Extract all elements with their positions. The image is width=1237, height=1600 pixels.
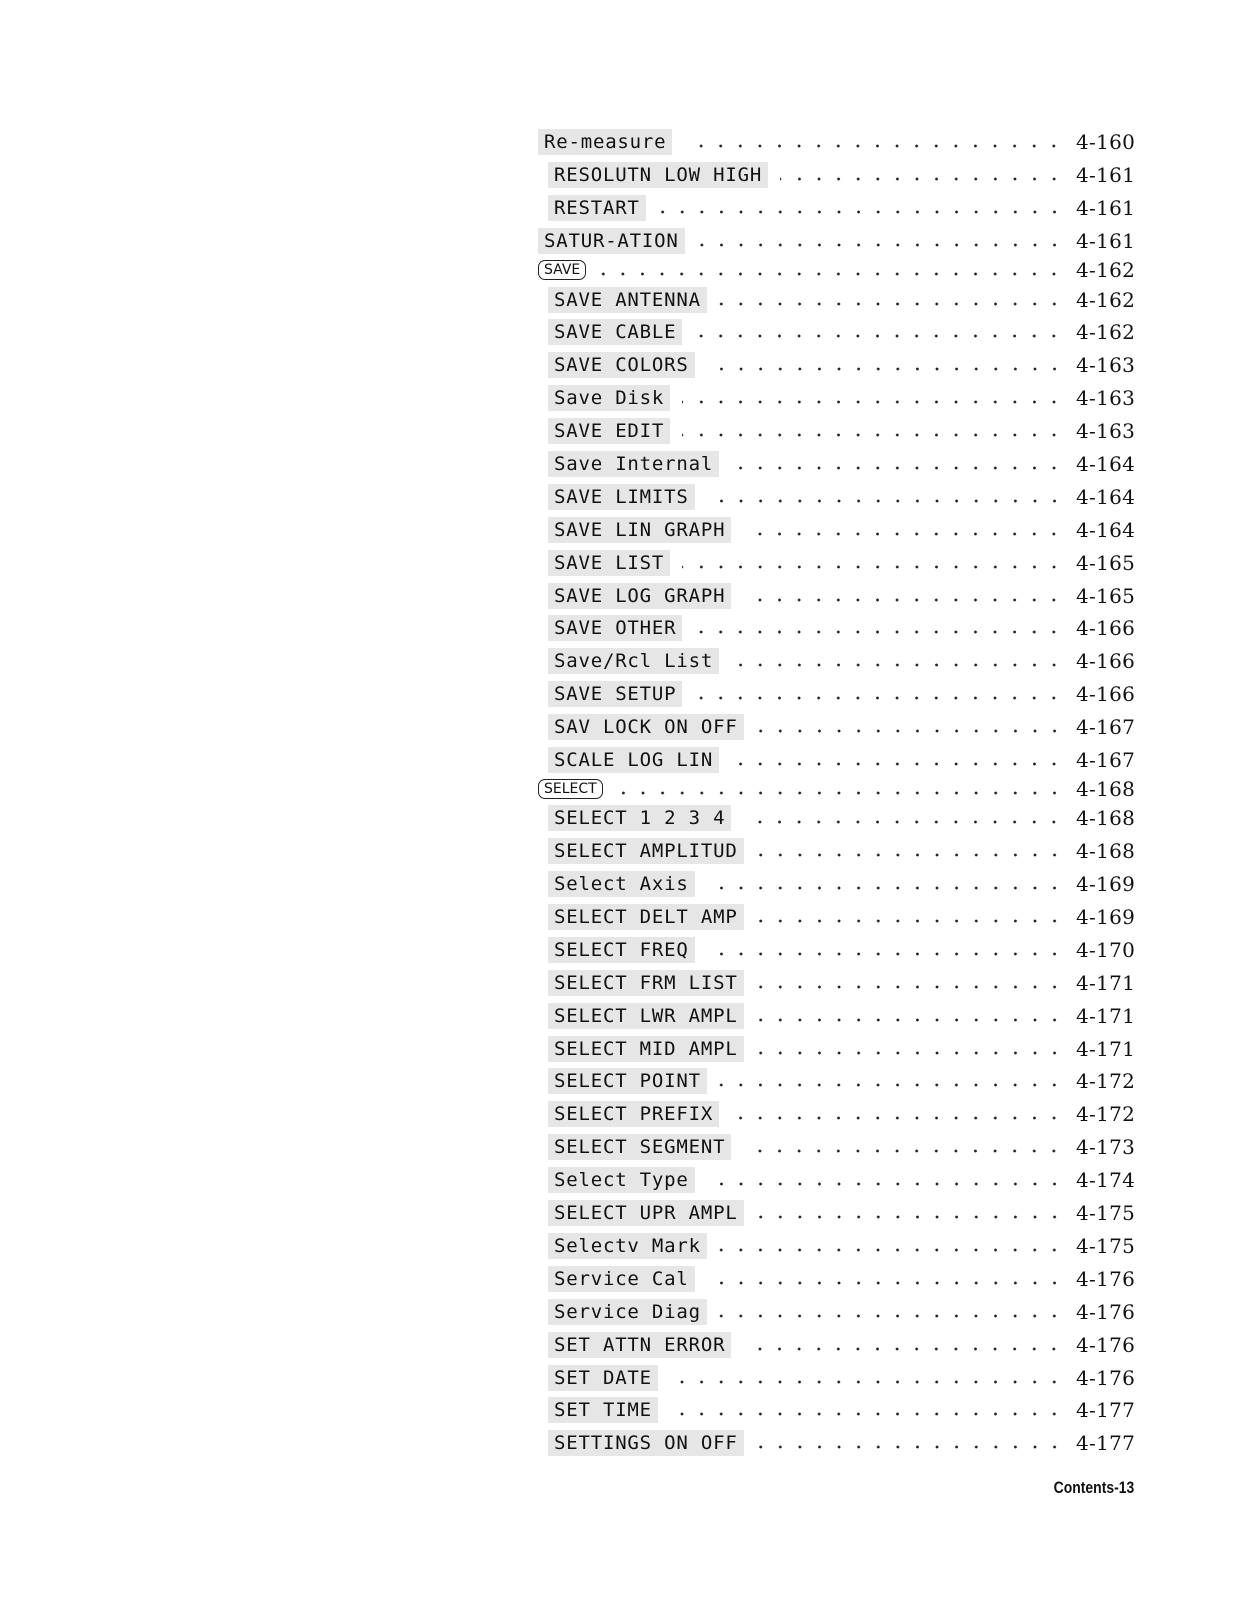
softkey-label: SATUR-ATION (538, 228, 685, 254)
toc-entry[interactable] (538, 349, 1136, 382)
toc-entry[interactable] (538, 192, 1136, 225)
toc-entry[interactable] (538, 546, 1136, 579)
page-number: 4-169 (1076, 872, 1136, 897)
softkey-label: SET ATTN ERROR (548, 1332, 731, 1358)
softkey-label: SELECT LWR AMPL (548, 1003, 744, 1029)
dot-leader (697, 235, 1064, 255)
page-footer: Contents-13 (1053, 1478, 1134, 1497)
toc-list (538, 126, 1136, 1460)
dot-leader (707, 491, 1064, 511)
dot-leader (756, 1010, 1064, 1030)
softkey-label: Save/Rcl List (548, 648, 719, 674)
softkey-label: SAVE EDIT (548, 418, 670, 444)
softkey-label: RESOLUTN LOW HIGH (548, 162, 768, 188)
dot-leader (756, 1207, 1064, 1227)
page-number: 4-167 (1076, 747, 1136, 772)
softkey-label: Save Disk (548, 385, 670, 411)
dot-leader (719, 1075, 1064, 1095)
toc-entry[interactable] (538, 1394, 1136, 1427)
toc-entry[interactable] (538, 835, 1136, 868)
page-number: 4-168 (1076, 839, 1136, 864)
dot-leader (670, 1404, 1064, 1424)
toc-entry[interactable] (538, 1164, 1136, 1197)
page-number: 4-176 (1076, 1299, 1136, 1324)
page-number: 4-161 (1076, 229, 1136, 254)
toc-entry[interactable] (538, 645, 1136, 678)
softkey-label: SAVE SETUP (548, 681, 682, 707)
softkey-label: Re-measure (538, 129, 672, 155)
dot-leader (707, 1273, 1064, 1293)
softkey-label: RESTART (548, 195, 646, 221)
softkey-label: SAV LOCK ON OFF (548, 714, 744, 740)
dot-leader (719, 1240, 1064, 1260)
softkey-label: SAVE LIMITS (548, 484, 695, 510)
page-number: 4-168 (1076, 777, 1136, 802)
dot-leader (694, 326, 1064, 346)
softkey-label: SELECT FRM LIST (548, 970, 744, 996)
page-number: 4-172 (1076, 1069, 1136, 1094)
page-number: 4-166 (1076, 682, 1136, 707)
toc-entry[interactable] (538, 1032, 1136, 1065)
toc-entry[interactable] (538, 802, 1136, 835)
hardkey-label: SELECT (538, 779, 603, 799)
softkey-label: Service Cal (548, 1266, 695, 1292)
softkey-label: SETTINGS ON OFF (548, 1430, 744, 1456)
dot-leader (756, 977, 1064, 997)
dot-leader (682, 557, 1064, 577)
toc-entry[interactable] (538, 999, 1136, 1032)
toc-entry[interactable] (538, 1262, 1136, 1295)
softkey-label: SELECT DELT AMP (548, 904, 744, 930)
toc-entry[interactable] (538, 1098, 1136, 1131)
softkey-label: Service Diag (548, 1299, 707, 1325)
toc-entry[interactable] (538, 868, 1136, 901)
page-number: 4-162 (1076, 258, 1136, 283)
page-number: 4-163 (1076, 419, 1136, 444)
toc-entry[interactable] (538, 513, 1136, 546)
page-number: 4-164 (1076, 451, 1136, 476)
toc-entry[interactable] (538, 1065, 1136, 1098)
page-number: 4-177 (1076, 1398, 1136, 1423)
page-number: 4-167 (1076, 715, 1136, 740)
dot-leader (707, 359, 1064, 379)
softkey-label: SAVE COLORS (548, 352, 695, 378)
page-number: 4-160 (1076, 130, 1136, 155)
page-number: 4-161 (1076, 196, 1136, 221)
dot-leader (707, 1174, 1064, 1194)
hardkey-label: SAVE (538, 260, 586, 280)
softkey-label: SELECT UPR AMPL (548, 1200, 744, 1226)
toc-entry[interactable] (538, 225, 1136, 258)
toc-entry[interactable] (538, 1197, 1136, 1230)
page-number: 4-170 (1076, 937, 1136, 962)
softkey-label: SELECT PREFIX (548, 1101, 719, 1127)
toc-entry[interactable] (538, 1131, 1136, 1164)
page-number: 4-165 (1076, 583, 1136, 608)
page-number: 4-171 (1076, 970, 1136, 995)
dot-leader (707, 878, 1064, 898)
softkey-label: SAVE OTHER (548, 615, 682, 641)
page-number: 4-168 (1076, 806, 1136, 831)
page-number: 4-171 (1076, 1036, 1136, 1061)
dot-leader (598, 264, 1064, 284)
dot-leader (743, 1141, 1064, 1161)
toc-entry[interactable] (538, 933, 1136, 966)
softkey-label: SELECT FREQ (548, 937, 695, 963)
page-number: 4-165 (1076, 550, 1136, 575)
softkey-label: SET TIME (548, 1397, 658, 1423)
dot-leader (731, 1108, 1064, 1128)
dot-leader (684, 136, 1064, 156)
softkey-label: SELECT AMPLITUD (548, 838, 744, 864)
dot-leader (731, 655, 1064, 675)
dot-leader (756, 721, 1064, 741)
softkey-label: Save Internal (548, 451, 719, 477)
page-number: 4-171 (1076, 1003, 1136, 1028)
toc-entry[interactable] (538, 382, 1136, 415)
dot-leader (743, 590, 1064, 610)
page-number: 4-175 (1076, 1201, 1136, 1226)
toc-entry[interactable] (538, 1230, 1136, 1263)
toc-entry[interactable] (538, 415, 1136, 448)
toc-entry[interactable] (538, 711, 1136, 744)
softkey-label: SELECT POINT (548, 1068, 707, 1094)
toc-entry[interactable] (538, 966, 1136, 999)
dot-leader (756, 911, 1064, 931)
dot-leader (731, 754, 1064, 774)
toc-entry[interactable] (538, 901, 1136, 934)
toc-entry[interactable] (538, 612, 1136, 645)
softkey-label: SELECT MID AMPL (548, 1036, 744, 1062)
dot-leader (682, 392, 1064, 412)
toc-entry[interactable] (538, 744, 1136, 777)
softkey-label: Selectv Mark (548, 1233, 707, 1259)
softkey-label: SET DATE (548, 1365, 658, 1391)
page-number: 4-176 (1076, 1365, 1136, 1390)
page-number: 4-169 (1076, 905, 1136, 930)
dot-leader (743, 812, 1064, 832)
dot-leader (670, 1372, 1064, 1392)
softkey-label: SELECT 1 2 3 4 (548, 805, 731, 831)
toc-entry[interactable] (538, 258, 1136, 284)
dot-leader (743, 524, 1064, 544)
dot-leader (756, 1043, 1064, 1063)
dot-leader (756, 845, 1064, 865)
toc-entry[interactable] (538, 678, 1136, 711)
toc-entry[interactable] (538, 448, 1136, 481)
page-number: 4-164 (1076, 484, 1136, 509)
dot-leader (615, 783, 1064, 803)
page-number: 4-175 (1076, 1233, 1136, 1258)
toc-entry[interactable] (538, 776, 1136, 802)
toc-entry[interactable] (538, 159, 1136, 192)
dot-leader (780, 169, 1064, 189)
dot-leader (694, 622, 1064, 642)
softkey-label: SAVE ANTENNA (548, 287, 707, 313)
dot-leader (682, 425, 1064, 445)
toc-entry[interactable] (538, 316, 1136, 349)
dot-leader (694, 688, 1064, 708)
softkey-label: SAVE CABLE (548, 319, 682, 345)
page-number: 4-172 (1076, 1102, 1136, 1127)
dot-leader (756, 1437, 1064, 1457)
softkey-label: Select Axis (548, 871, 695, 897)
softkey-label: Select Type (548, 1167, 695, 1193)
page-number: 4-177 (1076, 1431, 1136, 1456)
dot-leader (719, 294, 1064, 314)
toc-entry[interactable] (538, 1427, 1136, 1460)
toc-entry[interactable] (538, 579, 1136, 612)
page-number: 4-174 (1076, 1168, 1136, 1193)
page-number: 4-161 (1076, 163, 1136, 188)
page-number: 4-163 (1076, 386, 1136, 411)
toc-entry[interactable] (538, 1361, 1136, 1394)
dot-leader (707, 944, 1064, 964)
page-number: 4-173 (1076, 1135, 1136, 1160)
softkey-label: SELECT SEGMENT (548, 1134, 731, 1160)
toc-entry[interactable] (538, 1295, 1136, 1328)
page-number: 4-164 (1076, 517, 1136, 542)
page-number: 4-162 (1076, 287, 1136, 312)
page-number: 4-166 (1076, 616, 1136, 641)
page-number: 4-162 (1076, 320, 1136, 345)
page-number: 4-176 (1076, 1266, 1136, 1291)
dot-leader (658, 202, 1064, 222)
softkey-label: SAVE LIST (548, 550, 670, 576)
dot-leader (731, 458, 1064, 478)
page-number: 4-166 (1076, 649, 1136, 674)
toc-entry[interactable] (538, 1328, 1136, 1361)
toc-entry[interactable] (538, 480, 1136, 513)
toc-entry[interactable] (538, 283, 1136, 316)
softkey-label: SAVE LOG GRAPH (548, 583, 731, 609)
softkey-label: SCALE LOG LIN (548, 747, 719, 773)
dot-leader (719, 1306, 1064, 1326)
page-number: 4-176 (1076, 1332, 1136, 1357)
page-number: 4-163 (1076, 353, 1136, 378)
toc-entry[interactable] (538, 126, 1136, 159)
softkey-label: SAVE LIN GRAPH (548, 517, 731, 543)
dot-leader (743, 1339, 1064, 1359)
